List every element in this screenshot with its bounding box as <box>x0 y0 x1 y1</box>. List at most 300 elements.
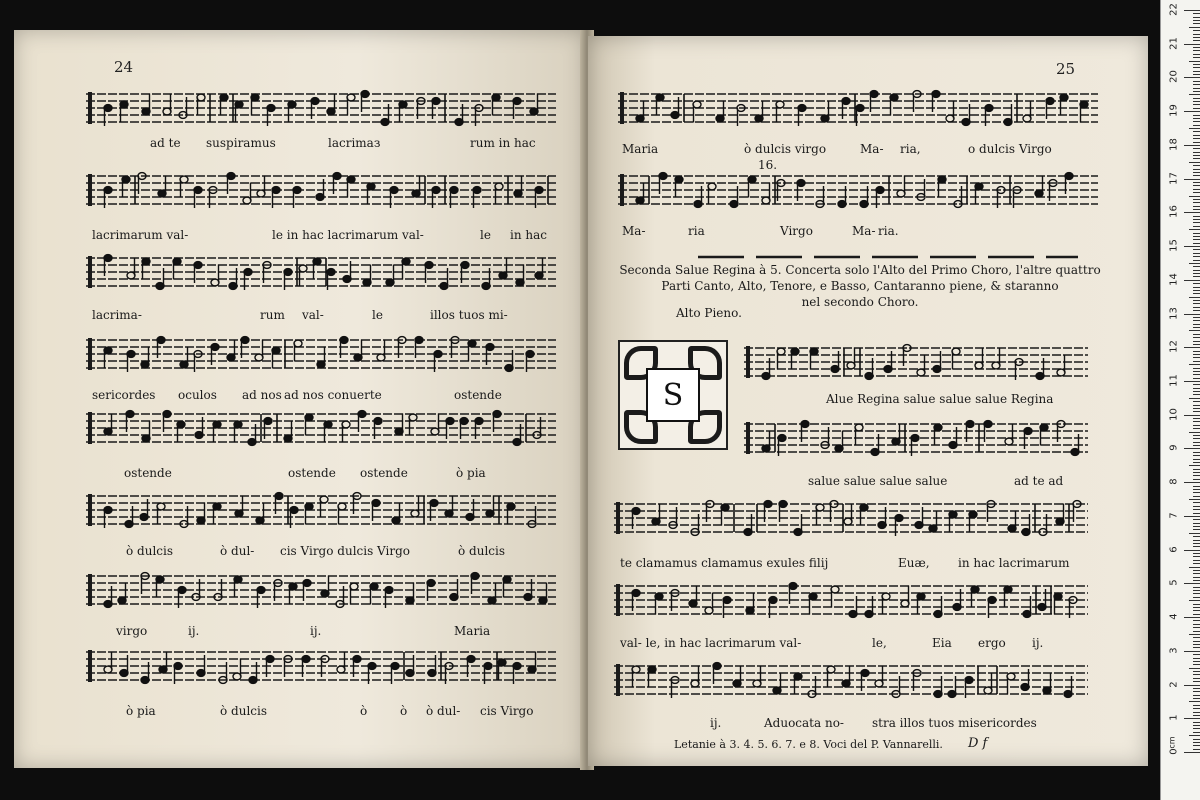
ruler-tick <box>1193 84 1200 85</box>
lyric: salue salue salue salue <box>808 474 948 488</box>
note <box>142 421 150 442</box>
ruler-tick <box>1193 17 1200 18</box>
lyric: le <box>372 308 383 322</box>
ruler-tick <box>1193 540 1200 541</box>
ruler-tick <box>1193 523 1200 524</box>
note <box>305 503 313 524</box>
note <box>354 340 362 361</box>
ruler-tick <box>1193 216 1200 217</box>
ruler-tick <box>1189 61 1200 62</box>
ruler-tick <box>1193 283 1200 284</box>
note <box>173 258 181 279</box>
ruler-tick <box>1193 169 1200 170</box>
ruler-tick <box>1193 199 1200 200</box>
ruler-tick <box>1189 735 1200 736</box>
ruler-tick <box>1193 357 1200 358</box>
lyric: ò dul- <box>220 544 255 558</box>
ruler-tick <box>1193 209 1200 210</box>
ruler-tick <box>1193 320 1200 321</box>
note <box>777 348 785 369</box>
note <box>158 176 166 197</box>
heading-line: Parti Canto, Alto, Tenore, e Basso, Cantaranno piene, & staranno <box>661 279 1059 293</box>
note <box>317 347 325 368</box>
ruler-tick <box>1184 347 1200 348</box>
ruler-tick <box>1193 428 1200 429</box>
ruler-tick <box>1193 189 1200 190</box>
ruler-tick <box>1193 745 1200 746</box>
ruler-tick <box>1193 57 1200 58</box>
ruler-tick <box>1193 570 1200 571</box>
ruler-tick <box>1189 600 1200 601</box>
ruler-tick <box>1193 479 1200 480</box>
lyric: val- <box>302 308 324 322</box>
note <box>773 673 781 694</box>
ruler-tick <box>1193 543 1200 544</box>
ruler-tick <box>1193 378 1200 379</box>
ruler-tick <box>1193 344 1200 345</box>
note <box>733 666 741 687</box>
ruler-tick <box>1193 98 1200 99</box>
note <box>412 176 420 197</box>
ruler-tick <box>1193 475 1200 476</box>
note <box>367 183 375 204</box>
note <box>180 176 188 197</box>
music-staff <box>744 342 1088 378</box>
ruler-tick <box>1193 394 1200 395</box>
heading-line: nel secondo Choro. <box>801 295 919 309</box>
ruler-tick <box>1193 273 1200 274</box>
ruler-tick <box>1193 725 1200 726</box>
note <box>1005 424 1013 445</box>
lyric: Ma- <box>852 224 876 238</box>
ruler-tick <box>1193 233 1200 234</box>
ruler-tick <box>1189 432 1200 433</box>
note <box>748 176 756 197</box>
lyric: val- le, in hac lacrimarum val- <box>620 636 802 650</box>
note <box>327 94 335 115</box>
ruler-tick <box>1189 533 1200 534</box>
lyric: te clamamus clamamus exules filij <box>620 556 829 570</box>
staff-lines <box>614 580 1088 620</box>
ruler-tick <box>1193 165 1200 166</box>
note <box>180 347 188 368</box>
ruler-tick <box>1193 293 1200 294</box>
ruler-number: 20 <box>1168 70 1180 84</box>
ruler-tick <box>1193 351 1200 352</box>
ruler-number: 15 <box>1168 239 1180 252</box>
ruler-number: 17 <box>1168 171 1180 185</box>
ruler-tick <box>1193 64 1200 65</box>
note <box>227 340 235 361</box>
ruler-tick <box>1184 381 1200 382</box>
ruler-tick <box>1193 728 1200 729</box>
staff-lines <box>86 334 556 374</box>
ruler-tick <box>1193 361 1200 362</box>
ruler-tick <box>1184 752 1200 753</box>
note <box>294 340 302 361</box>
note <box>655 593 663 614</box>
note <box>251 94 259 115</box>
note <box>141 347 149 368</box>
ruler-tick <box>1193 300 1200 301</box>
note <box>755 101 763 122</box>
note <box>969 511 977 532</box>
ruler-tick <box>1193 276 1200 277</box>
ruler-tick <box>1184 280 1200 281</box>
note <box>1054 593 1062 614</box>
lyric: Euæ, <box>898 556 930 570</box>
ruler-tick <box>1193 239 1200 240</box>
ruler-tick <box>1193 664 1200 665</box>
lyric: suspiramus <box>206 136 276 150</box>
ruler-tick <box>1193 661 1200 662</box>
ruler-number: 1 <box>1168 714 1180 721</box>
note <box>284 421 292 442</box>
ruler-tick <box>1193 327 1200 328</box>
ruler-tick <box>1193 627 1200 628</box>
ruler-tick <box>1193 577 1200 578</box>
ruler-tick <box>1184 314 1200 315</box>
ruler-tick <box>1193 192 1200 193</box>
ruler-tick <box>1189 499 1200 500</box>
ruler-number: 6 <box>1168 545 1180 553</box>
note <box>159 652 167 673</box>
note <box>675 176 683 197</box>
note <box>636 101 644 122</box>
ruler-number: 8 <box>1168 478 1180 485</box>
note <box>492 94 500 115</box>
ruler-tick <box>1193 749 1200 750</box>
lyric: in hac lacrimarum <box>958 556 1070 570</box>
note <box>468 340 476 361</box>
ruler-tick <box>1193 421 1200 422</box>
ruler-tick <box>1193 695 1200 696</box>
ruler-tick <box>1193 688 1200 689</box>
ruler-number: 21 <box>1168 36 1180 50</box>
note <box>495 183 503 204</box>
ruler-tick <box>1193 637 1200 638</box>
music-staff <box>86 570 556 606</box>
ruler-tick <box>1193 506 1200 507</box>
heading-line: Seconda Salue Regina à 5. Concerta solo l'Alto del Primo Choro, l'altre quattro <box>619 263 1101 277</box>
ruler-tick <box>1189 398 1200 399</box>
ruler-tick <box>1193 472 1200 473</box>
ruler-tick <box>1193 172 1200 173</box>
ruler-tick <box>1193 712 1200 713</box>
note <box>235 496 243 517</box>
ruler-tick <box>1189 229 1200 230</box>
ruler-tick <box>1189 364 1200 365</box>
ruler-tick <box>1193 40 1200 41</box>
ruler-tick <box>1193 580 1200 581</box>
ruler-tick <box>1189 701 1200 702</box>
note <box>377 340 385 361</box>
ruler-tick <box>1193 118 1200 119</box>
music-staff <box>614 580 1088 616</box>
note <box>409 414 417 435</box>
note <box>816 504 824 525</box>
lyric: lacrimaз <box>328 136 381 150</box>
note <box>821 101 829 122</box>
lyric: oculos <box>178 388 217 402</box>
note <box>1008 511 1016 532</box>
note <box>809 593 817 614</box>
lyric: ria <box>688 224 705 238</box>
ruler-tick <box>1193 553 1200 554</box>
note <box>746 593 754 614</box>
note <box>535 258 543 279</box>
ruler-tick <box>1193 148 1200 149</box>
ruler-tick <box>1193 88 1200 89</box>
lyric: ostende <box>454 388 502 402</box>
note <box>235 101 243 122</box>
ruler-tick <box>1193 101 1200 102</box>
lyric: ostende <box>360 466 408 480</box>
lyric: ad nos <box>242 388 282 402</box>
ruler-tick <box>1193 256 1200 257</box>
staff-lines <box>86 646 556 686</box>
note <box>272 347 280 368</box>
ruler-number: 18 <box>1168 138 1180 151</box>
note <box>716 101 724 122</box>
note <box>445 496 453 517</box>
page-footer: Letanie à 3. 4. 5. 6. 7. e 8. Voci del P. Vannarelli. <box>674 738 943 751</box>
ruler-tick <box>1193 644 1200 645</box>
note <box>810 348 818 369</box>
lyric: ò <box>360 704 368 718</box>
staff-lines <box>744 342 1088 382</box>
staff-lines <box>86 88 556 128</box>
ruler-number: 3 <box>1168 647 1180 654</box>
note <box>652 504 660 525</box>
ruler-tick <box>1193 614 1200 615</box>
ruler-tick <box>1193 708 1200 709</box>
ruler-tick <box>1193 513 1200 514</box>
note <box>234 421 242 442</box>
lyric: cis Virgo <box>480 704 534 718</box>
ruler-tick <box>1193 405 1200 406</box>
note <box>855 424 863 445</box>
ruler-tick <box>1193 519 1200 520</box>
note <box>324 421 332 442</box>
ruler-tick <box>1193 303 1200 304</box>
ruler-number: 14 <box>1168 272 1180 286</box>
music-staff <box>614 498 1088 534</box>
lyric: o dulcis Virgo <box>968 142 1052 156</box>
lyric: Aduocata no- <box>764 716 844 730</box>
lyric: ò dul- <box>426 704 461 718</box>
note <box>776 101 784 122</box>
note <box>689 586 697 607</box>
ruler-number: 9 <box>1168 444 1180 452</box>
ruler-tick <box>1193 260 1200 261</box>
note <box>946 101 954 122</box>
lyric: ij. <box>310 624 322 638</box>
ruler-tick <box>1193 334 1200 335</box>
ruler-tick <box>1193 226 1200 227</box>
ruler-tick <box>1193 408 1200 409</box>
ruler-tick <box>1193 34 1200 35</box>
ruler-tick <box>1193 243 1200 244</box>
note <box>636 183 644 204</box>
staff-lines <box>86 408 556 448</box>
ruler-tick <box>1193 138 1200 139</box>
measuring-ruler <box>1160 0 1200 800</box>
note <box>305 414 313 435</box>
ruler-tick <box>1189 27 1200 28</box>
note <box>507 503 515 524</box>
note <box>1040 424 1048 445</box>
ruler-tick <box>1193 341 1200 342</box>
ruler-tick <box>1193 722 1200 723</box>
ruler-tick <box>1193 459 1200 460</box>
ruler-tick <box>1193 486 1200 487</box>
lyric: illos tuos mi- <box>430 308 508 322</box>
ruler-tick <box>1193 104 1200 105</box>
ruler-tick <box>1193 691 1200 692</box>
music-staff <box>86 408 556 444</box>
note <box>220 94 228 115</box>
note <box>1056 504 1064 525</box>
lyric: virgo <box>116 624 148 638</box>
ruler-tick <box>1193 452 1200 453</box>
ruler-tick <box>1184 718 1200 719</box>
lyric: ria. <box>878 224 899 238</box>
ruler-tick <box>1193 401 1200 402</box>
page-number: 25 <box>1056 60 1076 78</box>
note <box>177 421 185 442</box>
staff-lines <box>744 418 1088 458</box>
note <box>971 586 979 607</box>
ruler-tick <box>1184 482 1200 483</box>
ruler-tick <box>1193 604 1200 605</box>
note <box>122 176 130 197</box>
ruler-tick <box>1193 610 1200 611</box>
note <box>243 183 251 204</box>
ruler-tick <box>1193 253 1200 254</box>
section-divider <box>698 255 1078 259</box>
ruler-tick <box>1193 354 1200 355</box>
ruler-tick <box>1193 502 1200 503</box>
ruler-tick <box>1193 219 1200 220</box>
note <box>395 414 403 435</box>
lyric: Virgo <box>780 224 813 238</box>
ruler-tick <box>1189 668 1200 669</box>
ruler-tick <box>1193 290 1200 291</box>
lyric: sericordes <box>92 388 156 402</box>
voice-label: Alto Pieno. <box>676 306 742 320</box>
note <box>156 576 164 597</box>
ruler-tick <box>1193 71 1200 72</box>
note <box>929 511 937 532</box>
lyric: Ma- <box>622 224 646 238</box>
ruler-tick <box>1184 246 1200 247</box>
note <box>234 576 242 597</box>
note <box>844 504 852 525</box>
ruler-number: 11 <box>1168 374 1180 387</box>
note <box>934 424 942 445</box>
catchword: D f <box>968 736 988 751</box>
ruler-tick <box>1193 496 1200 497</box>
ruler-tick <box>1189 567 1200 568</box>
lyric: ad nos conuerte <box>284 388 382 402</box>
ruler-tick <box>1193 50 1200 51</box>
note <box>370 583 378 604</box>
note <box>691 666 699 687</box>
note <box>197 503 205 524</box>
lyric: ad te ad <box>1014 474 1064 488</box>
lyric: ostende <box>124 466 172 480</box>
ruler-tick <box>1193 671 1200 672</box>
note <box>530 94 538 115</box>
note <box>431 414 439 435</box>
ruler-tick <box>1193 135 1200 136</box>
note <box>197 94 205 115</box>
note <box>890 94 898 115</box>
ruler-tick <box>1193 23 1200 24</box>
ruler-tick <box>1193 698 1200 699</box>
ruler-tick <box>1193 13 1200 14</box>
ruler-tick <box>1193 388 1200 389</box>
ruler-tick <box>1184 415 1200 416</box>
note <box>632 666 640 687</box>
ruler-tick <box>1193 732 1200 733</box>
lyric: ò pia <box>456 466 486 480</box>
note <box>528 652 536 673</box>
ruler-number: 5 <box>1168 579 1180 587</box>
ruler-tick <box>1193 91 1200 92</box>
ruler-tick <box>1193 705 1200 706</box>
ruler-number: 7 <box>1168 512 1180 519</box>
lyric: ij. <box>1032 636 1044 650</box>
page-number: 24 <box>114 58 134 76</box>
lyric: le, <box>872 636 887 650</box>
ruler-tick <box>1193 462 1200 463</box>
note <box>656 94 664 115</box>
ruler-tick <box>1193 74 1200 75</box>
note <box>705 593 713 614</box>
note <box>320 496 328 517</box>
staff-lines <box>614 660 1088 700</box>
ruler-tick <box>1189 297 1200 298</box>
ruler-tick <box>1189 196 1200 197</box>
note <box>213 421 221 442</box>
ruler-tick <box>1193 384 1200 385</box>
ruler-tick <box>1193 206 1200 207</box>
ruler-tick <box>1189 465 1200 466</box>
ruler-tick <box>1193 185 1200 186</box>
ruler-tick <box>1193 81 1200 82</box>
music-staff <box>86 170 556 206</box>
ruler-tick <box>1184 111 1200 112</box>
ruler-tick <box>1193 108 1200 109</box>
staff-lines <box>86 170 556 210</box>
lyric: rum <box>260 308 285 322</box>
ruler-tick <box>1193 125 1200 126</box>
lyric: ij. <box>188 624 200 638</box>
ruler-tick <box>1193 654 1200 655</box>
ruler-tick <box>1193 425 1200 426</box>
music-staff <box>614 660 1088 696</box>
note <box>1023 101 1031 122</box>
note <box>952 348 960 369</box>
system-number: 16. <box>758 158 778 172</box>
ruler-tick <box>1193 307 1200 308</box>
note <box>842 666 850 687</box>
note <box>255 340 263 361</box>
note <box>835 431 843 452</box>
ruler-tick <box>1193 155 1200 156</box>
